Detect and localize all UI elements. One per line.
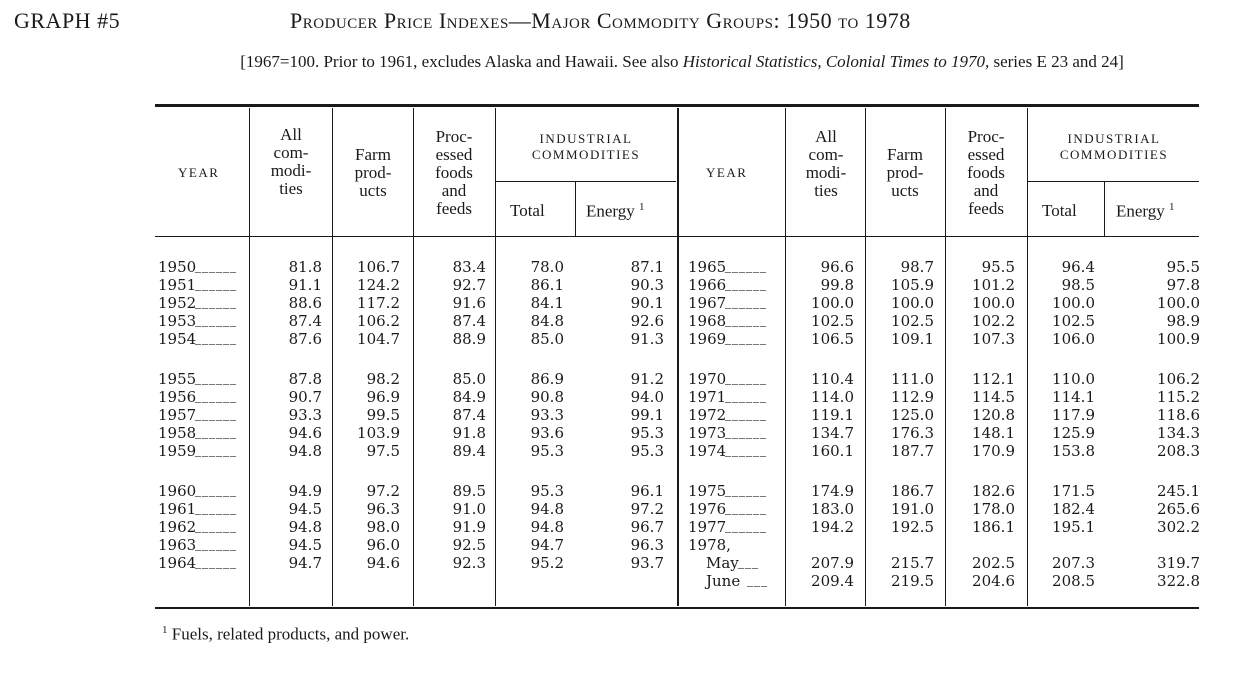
leader-dots: _ _ _ _ _ _ (195, 390, 235, 404)
farm-cell: 94.6 (366, 554, 400, 572)
leader-dots: _ _ _ _ _ _ (725, 426, 765, 440)
processed-foods-header: Proc- essed foods and feeds (435, 127, 473, 218)
all-cell: 94.5 (288, 536, 322, 554)
farm-cell: 111.0 (891, 370, 934, 388)
column-divider (1104, 182, 1105, 237)
all-cell: 100.0 (811, 294, 854, 312)
year-cell: 1953 (158, 312, 197, 330)
all-commodities-header: All com- modi- ties (805, 127, 847, 200)
energy-cell: 91.2 (630, 370, 664, 388)
table-row (0, 330, 1254, 348)
total-cell: 94.8 (530, 500, 564, 518)
table-row (0, 276, 1254, 294)
leader-dots: _ _ _ _ _ _ (725, 372, 765, 386)
year-cell: 1955 (158, 370, 197, 388)
energy-cell: 134.3 (1157, 424, 1200, 442)
total-cell: 208.5 (1052, 572, 1095, 590)
all-cell: 87.6 (288, 330, 322, 348)
total-cell: 110.0 (1052, 370, 1095, 388)
proc-cell: 101.2 (972, 276, 1015, 294)
leader-dots: _ _ _ _ _ _ (195, 502, 235, 516)
year-cell: 1957 (158, 406, 197, 424)
table-row (0, 554, 1254, 572)
all-cell: 94.8 (288, 518, 322, 536)
leader-dots: _ _ _ _ _ _ (725, 314, 765, 328)
proc-cell: 87.4 (452, 312, 486, 330)
table-row (0, 258, 1254, 276)
proc-cell: 120.8 (972, 406, 1015, 424)
energy-cell: 265.6 (1157, 500, 1200, 518)
proc-cell: 83.4 (452, 258, 486, 276)
page-title: Producer Price Indexes—Major Commodity Groups: 1950 to 1978 (290, 8, 911, 33)
proc-cell: 92.7 (452, 276, 486, 294)
year-cell: 1974 (688, 442, 727, 460)
leader-dots: _ _ _ _ _ _ (195, 278, 235, 292)
total-cell: 96.4 (1061, 258, 1095, 276)
total-cell: 207.3 (1052, 554, 1095, 572)
total-cell: 95.2 (530, 554, 564, 572)
total-cell: 78.0 (530, 258, 564, 276)
leader-dots: _ _ _ _ _ _ (725, 332, 765, 346)
proc-cell: 91.8 (452, 424, 486, 442)
proc-cell: 148.1 (972, 424, 1015, 442)
year-cell: 1971 (688, 388, 727, 406)
energy-cell: 90.3 (630, 276, 664, 294)
processed-foods-header: Proc- essed foods and feeds (967, 127, 1005, 218)
all-cell: 183.0 (811, 500, 854, 518)
leader-dots: _ _ _ _ _ _ (725, 390, 765, 404)
leader-dots: _ _ _ (733, 556, 757, 570)
leader-dots: _ _ _ _ _ _ (195, 520, 235, 534)
all-cell: 119.1 (811, 406, 854, 424)
total-cell: 153.8 (1052, 442, 1095, 460)
energy-cell: 322.8 (1157, 572, 1200, 590)
proc-cell: 202.5 (972, 554, 1015, 572)
year-cell: 1970 (688, 370, 727, 388)
proc-cell: 85.0 (452, 370, 486, 388)
total-cell: 106.0 (1052, 330, 1095, 348)
leader-dots: _ _ _ _ _ _ (195, 484, 235, 498)
all-cell: 94.6 (288, 424, 322, 442)
proc-cell: 84.9 (452, 388, 486, 406)
all-cell: 174.9 (811, 482, 854, 500)
energy-cell: 208.3 (1157, 442, 1200, 460)
farm-cell: 112.9 (891, 388, 934, 406)
year-cell: 1969 (688, 330, 727, 348)
energy-cell: 319.7 (1157, 554, 1200, 572)
leader-dots: _ _ _ _ _ _ (725, 444, 765, 458)
year-cell: 1966 (688, 276, 727, 294)
total-cell: 86.1 (530, 276, 564, 294)
total-cell: 93.3 (530, 406, 564, 424)
farm-cell: 187.7 (891, 442, 934, 460)
year-header: YEAR (178, 165, 220, 180)
all-cell: 96.6 (820, 258, 854, 276)
table-subtitle: [1967=100. Prior to 1961, excludes Alaska and Hawaii. See also Historical Statistics, Colonial Times to 1970, series E 23 and 24] (240, 52, 1124, 71)
energy-cell: 95.3 (630, 442, 664, 460)
all-cell: 90.7 (288, 388, 322, 406)
all-cell: 91.1 (288, 276, 322, 294)
total-header: Total (510, 201, 545, 220)
proc-cell: 91.6 (452, 294, 486, 312)
farm-cell: 186.7 (891, 482, 934, 500)
industrial-header: INDUSTRIAL COMMODITIES (1059, 131, 1169, 162)
all-cell: 194.2 (811, 518, 854, 536)
total-cell: 98.5 (1061, 276, 1095, 294)
all-cell: 93.3 (288, 406, 322, 424)
table-row (0, 442, 1254, 460)
leader-dots: _ _ _ _ _ _ (195, 408, 235, 422)
total-header: Total (1042, 201, 1077, 220)
proc-cell: 178.0 (972, 500, 1015, 518)
farm-cell: 99.5 (366, 406, 400, 424)
table-row (0, 370, 1254, 388)
all-cell: 94.9 (288, 482, 322, 500)
farm-cell: 103.9 (357, 424, 400, 442)
proc-cell: 87.4 (452, 406, 486, 424)
table-row (0, 406, 1254, 424)
proc-cell: 95.5 (981, 258, 1015, 276)
energy-cell: 95.3 (630, 424, 664, 442)
year-cell: 1956 (158, 388, 197, 406)
farm-cell: 105.9 (891, 276, 934, 294)
total-cell: 114.1 (1052, 388, 1095, 406)
farm-cell: 106.7 (357, 258, 400, 276)
all-cell: 134.7 (811, 424, 854, 442)
total-cell: 182.4 (1052, 500, 1095, 518)
year-cell: 1968 (688, 312, 727, 330)
total-cell: 90.8 (530, 388, 564, 406)
farm-cell: 215.7 (891, 554, 934, 572)
energy-cell: 96.3 (630, 536, 664, 554)
table-bottom-rule (155, 607, 1199, 609)
leader-dots: _ _ _ _ _ _ (725, 484, 765, 498)
farm-cell: 98.2 (366, 370, 400, 388)
proc-cell: 92.3 (452, 554, 486, 572)
table-row (0, 536, 1254, 554)
farm-cell: 96.3 (366, 500, 400, 518)
table-top-rule (155, 104, 1199, 107)
leader-dots: _ _ _ _ _ _ (725, 278, 765, 292)
energy-cell: 91.3 (630, 330, 664, 348)
energy-cell: 96.1 (630, 482, 664, 500)
total-cell: 86.9 (530, 370, 564, 388)
farm-cell: 97.2 (366, 482, 400, 500)
leader-dots: _ _ _ _ _ _ (195, 296, 235, 310)
proc-cell: 92.5 (452, 536, 486, 554)
year-cell: May (706, 554, 739, 572)
energy-cell: 87.1 (630, 258, 664, 276)
proc-cell: 107.3 (972, 330, 1015, 348)
energy-cell: 100.9 (1157, 330, 1200, 348)
year-cell: 1954 (158, 330, 197, 348)
energy-cell: 97.2 (630, 500, 664, 518)
proc-cell: 100.0 (972, 294, 1015, 312)
farm-cell: 191.0 (891, 500, 934, 518)
table-row (0, 388, 1254, 406)
all-cell: 88.6 (288, 294, 322, 312)
leader-dots: _ _ _ _ _ _ (195, 372, 235, 386)
farm-cell: 98.0 (366, 518, 400, 536)
total-cell: 102.5 (1052, 312, 1095, 330)
proc-cell: 89.5 (452, 482, 486, 500)
farm-products-header: Farm prod- ucts (886, 145, 924, 200)
table-row (0, 424, 1254, 442)
year-cell: 1972 (688, 406, 727, 424)
proc-cell: 102.2 (972, 312, 1015, 330)
energy-cell: 96.7 (630, 518, 664, 536)
farm-cell: 109.1 (891, 330, 934, 348)
farm-cell: 102.5 (891, 312, 934, 330)
year-cell: 1962 (158, 518, 197, 536)
leader-dots: _ _ _ _ _ _ (195, 538, 235, 552)
table-row (0, 482, 1254, 500)
all-cell: 207.9 (811, 554, 854, 572)
year-cell: 1952 (158, 294, 197, 312)
total-cell: 117.9 (1052, 406, 1095, 424)
energy-cell: 93.7 (630, 554, 664, 572)
energy-cell: 302.2 (1157, 518, 1200, 536)
all-commodities-header: All com- modi- ties (270, 125, 312, 198)
total-cell: 171.5 (1052, 482, 1095, 500)
all-cell: 94.7 (288, 554, 322, 572)
leader-dots: _ _ _ _ _ _ (725, 502, 765, 516)
total-cell: 93.6 (530, 424, 564, 442)
industrial-rule (1028, 181, 1199, 182)
energy-cell: 118.6 (1157, 406, 1200, 424)
total-cell: 95.3 (530, 442, 564, 460)
leader-dots: _ _ _ _ _ _ (195, 556, 235, 570)
energy-cell: 115.2 (1157, 388, 1200, 406)
table-row (0, 518, 1254, 536)
industrial-rule (496, 181, 676, 182)
proc-cell: 91.0 (452, 500, 486, 518)
energy-cell: 100.0 (1157, 294, 1200, 312)
graph-label: GRAPH #5 (14, 8, 121, 33)
all-cell: 87.8 (288, 370, 322, 388)
footnote: $^1$ Fuels, related products, and power. (162, 624, 410, 644)
all-cell: 99.8 (820, 276, 854, 294)
farm-cell: 176.3 (891, 424, 934, 442)
proc-cell: 170.9 (972, 442, 1015, 460)
all-cell: 94.5 (288, 500, 322, 518)
year-cell: 1950 (158, 258, 197, 276)
all-cell: 160.1 (811, 442, 854, 460)
total-cell: 94.7 (530, 536, 564, 554)
leader-dots: _ _ _ _ _ _ (195, 332, 235, 346)
energy-header: Energy $^1$ (1116, 201, 1175, 221)
energy-cell: 92.6 (630, 312, 664, 330)
farm-cell: 219.5 (891, 572, 934, 590)
all-cell: 94.8 (288, 442, 322, 460)
leader-dots: _ _ _ _ _ _ (725, 296, 765, 310)
leader-dots: _ _ _ _ _ _ (195, 260, 235, 274)
year-cell: 1975 (688, 482, 727, 500)
total-cell: 195.1 (1052, 518, 1095, 536)
table-row (0, 572, 1254, 590)
leader-dots: _ _ _ _ _ _ (195, 314, 235, 328)
total-cell: 125.9 (1052, 424, 1095, 442)
leader-dots: _ _ _ (742, 574, 766, 588)
table-row (0, 312, 1254, 330)
total-cell: 95.3 (530, 482, 564, 500)
year-cell: 1965 (688, 258, 727, 276)
farm-products-header: Farm prod- ucts (354, 145, 392, 200)
proc-cell: 88.9 (452, 330, 486, 348)
farm-cell: 97.5 (366, 442, 400, 460)
year-cell: 1964 (158, 554, 197, 572)
year-cell: 1976 (688, 500, 727, 518)
proc-cell: 182.6 (972, 482, 1015, 500)
year-cell: 1958 (158, 424, 197, 442)
total-cell: 94.8 (530, 518, 564, 536)
year-cell: 1951 (158, 276, 197, 294)
total-cell: 84.1 (530, 294, 564, 312)
all-cell: 87.4 (288, 312, 322, 330)
all-cell: 102.5 (811, 312, 854, 330)
all-cell: 114.0 (811, 388, 854, 406)
energy-cell: 97.8 (1166, 276, 1200, 294)
energy-cell: 99.1 (630, 406, 664, 424)
farm-cell: 104.7 (357, 330, 400, 348)
year-header: YEAR (706, 165, 748, 180)
leader-dots: _ _ _ _ _ _ (725, 408, 765, 422)
farm-cell: 125.0 (891, 406, 934, 424)
leader-dots: _ _ _ _ _ _ (725, 520, 765, 534)
year-cell: 1960 (158, 482, 197, 500)
total-cell: 100.0 (1052, 294, 1095, 312)
leader-dots: _ _ _ _ _ _ (195, 426, 235, 440)
year-cell: 1977 (688, 518, 727, 536)
proc-cell: 112.1 (972, 370, 1015, 388)
farm-cell: 124.2 (357, 276, 400, 294)
proc-cell: 186.1 (972, 518, 1015, 536)
table-row (0, 294, 1254, 312)
header-rule (155, 236, 1199, 237)
year-cell: 1978, (688, 536, 731, 554)
proc-cell: 114.5 (972, 388, 1015, 406)
farm-cell: 106.2 (357, 312, 400, 330)
year-cell: 1973 (688, 424, 727, 442)
leader-dots: _ _ _ _ _ _ (725, 260, 765, 274)
table-row (0, 500, 1254, 518)
leader-dots: _ _ _ _ _ _ (195, 444, 235, 458)
total-cell: 84.8 (530, 312, 564, 330)
energy-header: Energy $^1$ (586, 201, 645, 221)
farm-cell: 117.2 (357, 294, 400, 312)
column-divider (575, 182, 576, 237)
farm-cell: 96.0 (366, 536, 400, 554)
year-cell: 1961 (158, 500, 197, 518)
proc-cell: 91.9 (452, 518, 486, 536)
year-cell: 1959 (158, 442, 197, 460)
farm-cell: 96.9 (366, 388, 400, 406)
all-cell: 81.8 (288, 258, 322, 276)
energy-cell: 94.0 (630, 388, 664, 406)
energy-cell: 245.1 (1157, 482, 1200, 500)
energy-cell: 90.1 (630, 294, 664, 312)
energy-cell: 98.9 (1166, 312, 1200, 330)
year-cell: 1967 (688, 294, 727, 312)
all-cell: 110.4 (811, 370, 854, 388)
proc-cell: 89.4 (452, 442, 486, 460)
all-cell: 209.4 (811, 572, 854, 590)
farm-cell: 98.7 (900, 258, 934, 276)
industrial-header: INDUSTRIAL COMMODITIES (531, 131, 641, 162)
year-cell: June (706, 572, 741, 590)
energy-cell: 106.2 (1157, 370, 1200, 388)
total-cell: 85.0 (530, 330, 564, 348)
all-cell: 106.5 (811, 330, 854, 348)
energy-cell: 95.5 (1166, 258, 1200, 276)
farm-cell: 192.5 (891, 518, 934, 536)
proc-cell: 204.6 (972, 572, 1015, 590)
farm-cell: 100.0 (891, 294, 934, 312)
year-cell: 1963 (158, 536, 197, 554)
